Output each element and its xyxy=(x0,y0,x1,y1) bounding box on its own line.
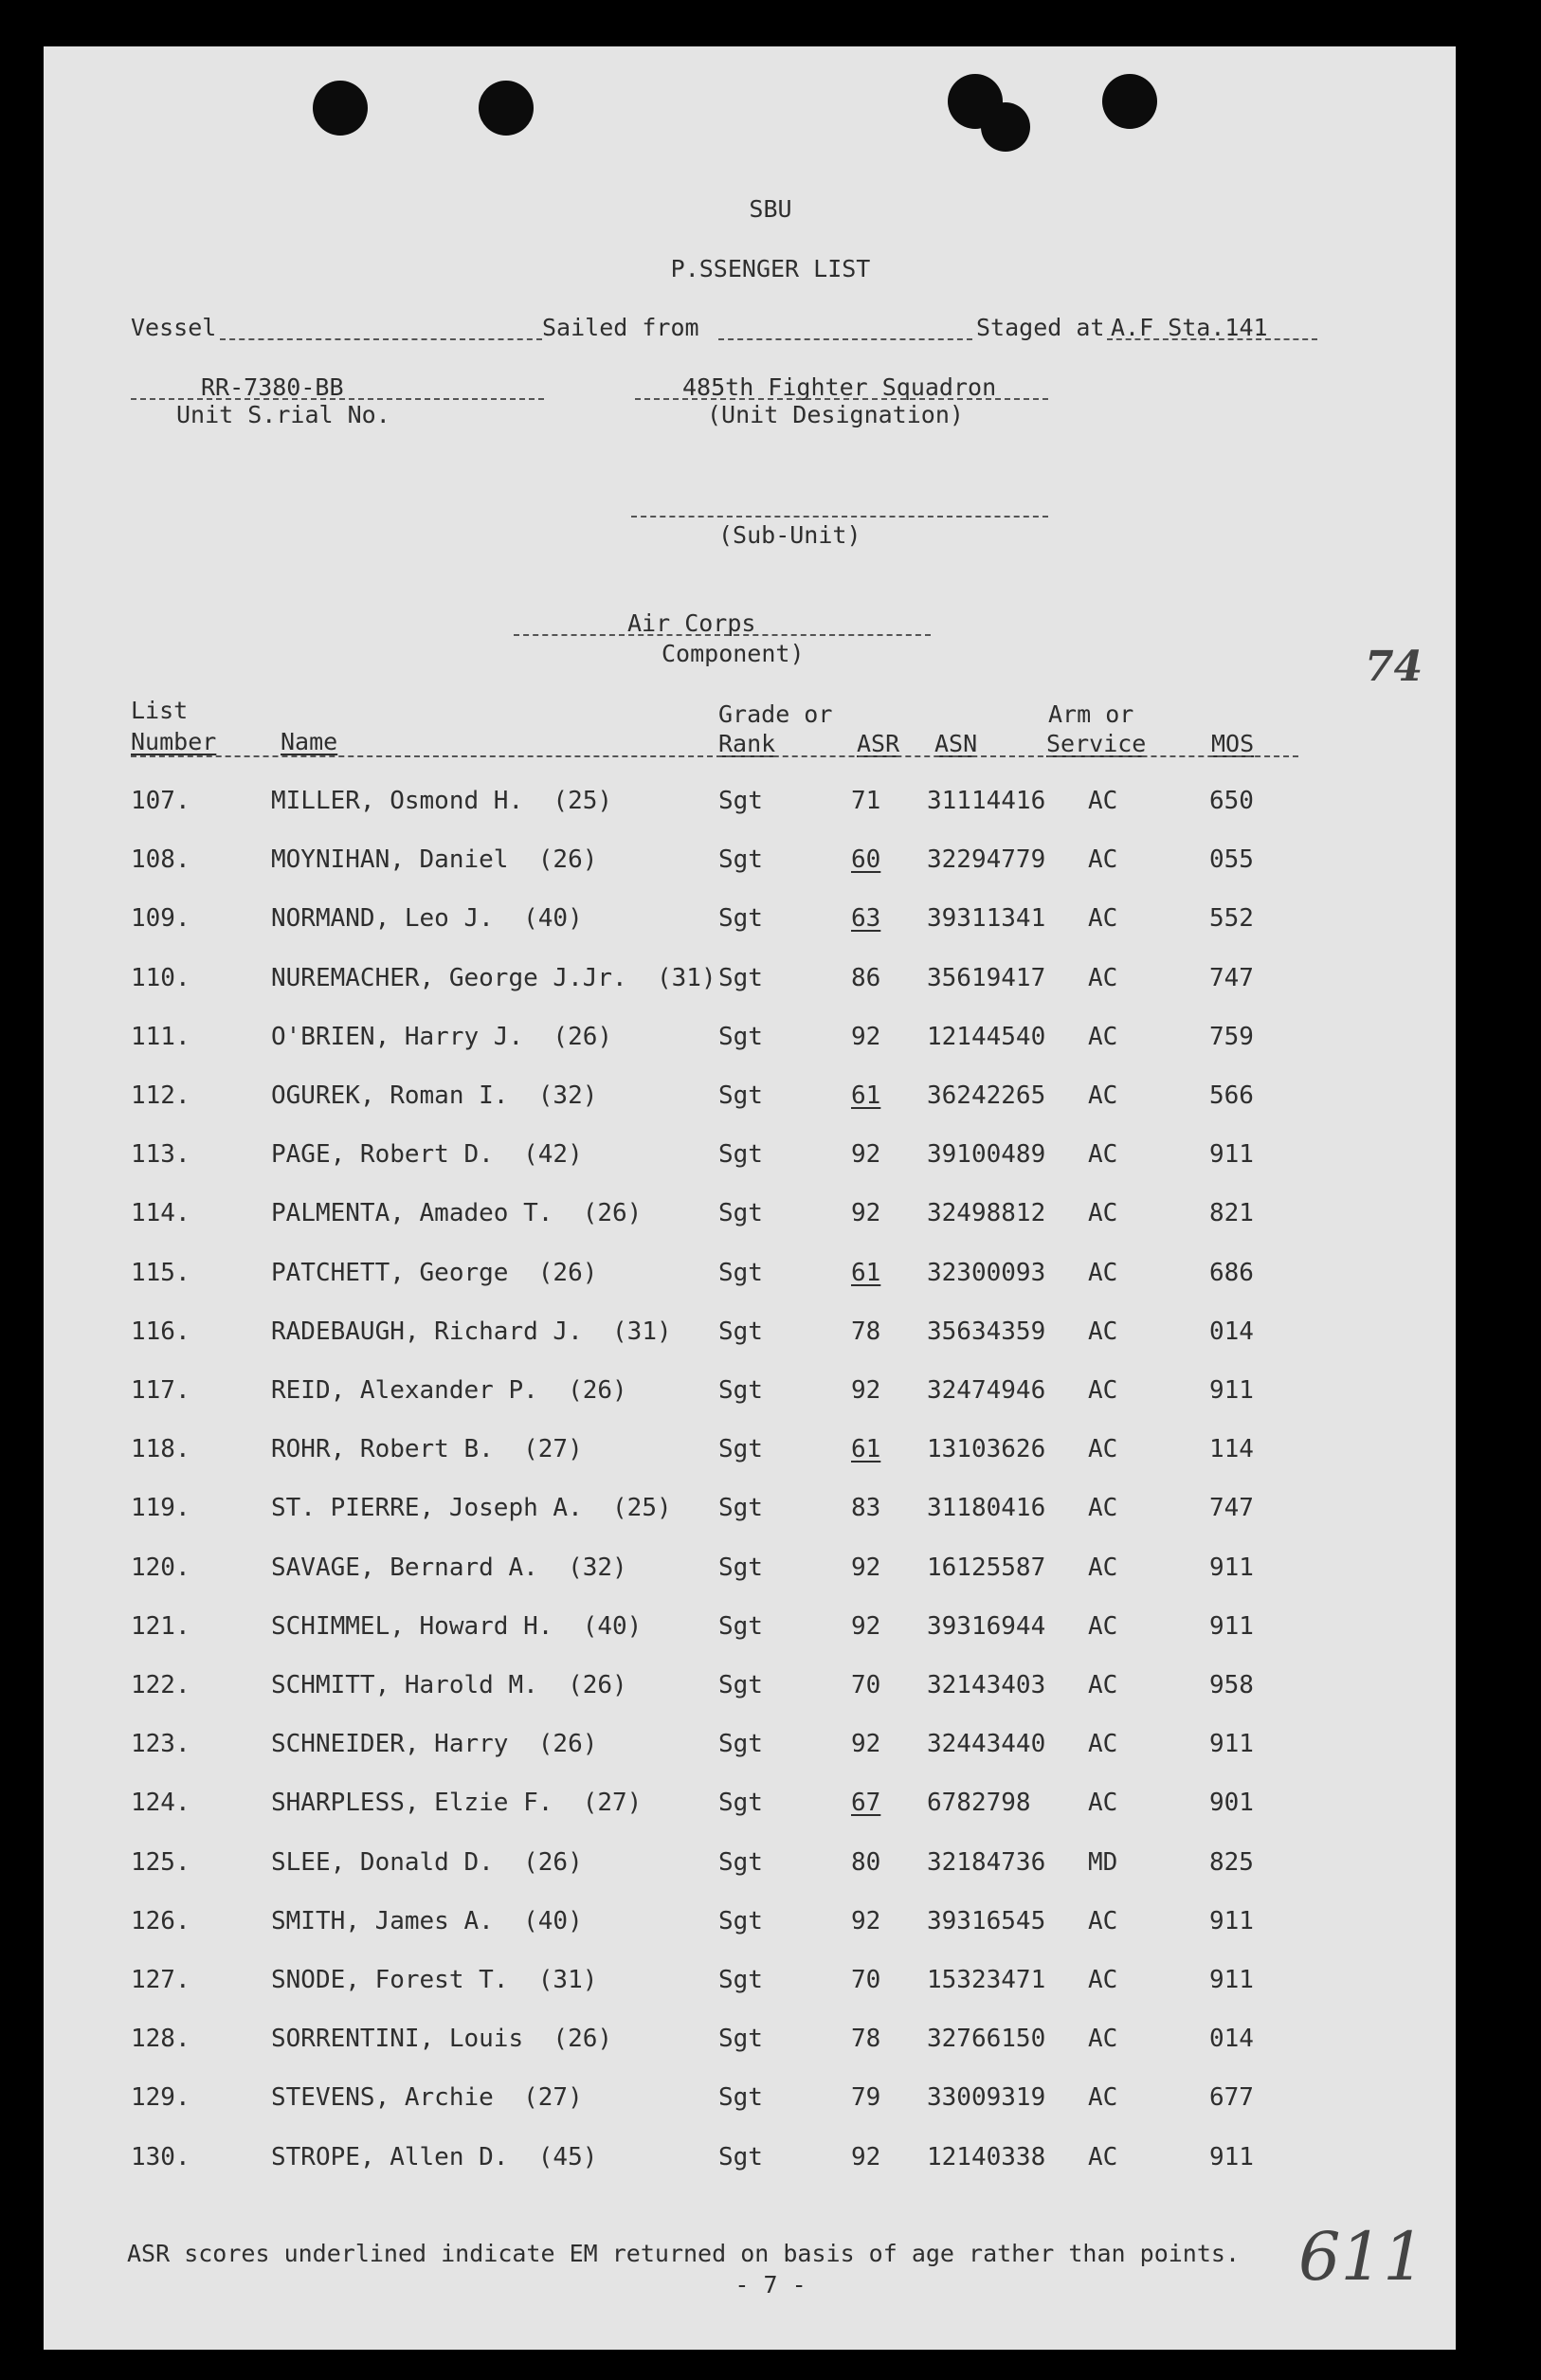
unit-serial-field xyxy=(131,398,544,400)
row-list-number: 112. xyxy=(131,1081,190,1110)
row-rank: Sgt xyxy=(718,904,763,934)
table-row xyxy=(0,1673,1541,1711)
row-arm: AC xyxy=(1088,1906,1118,1935)
footnote: ASR scores underlined indicate EM returned on basis of age rather than points. xyxy=(127,2240,1240,2267)
row-list-number: 128. xyxy=(131,2025,190,2054)
row-arm: AC xyxy=(1088,1022,1118,1051)
row-mos: 911 xyxy=(1209,1376,1254,1405)
table-row xyxy=(0,1790,1541,1828)
row-arm: AC xyxy=(1088,904,1118,934)
row-rank: Sgt xyxy=(718,787,763,815)
row-name: RADEBAUGH, Richard J. (31) xyxy=(271,1317,672,1346)
row-asn: 12144540 xyxy=(927,1022,1046,1051)
table-row xyxy=(0,2026,1541,2064)
row-rank: Sgt xyxy=(718,1671,763,1699)
table-row xyxy=(0,1378,1541,1416)
row-name: SNODE, Forest T. (31) xyxy=(271,1966,598,1994)
table-row xyxy=(0,1201,1541,1239)
row-name: ST. PIERRE, Joseph A. (25) xyxy=(271,1494,672,1523)
row-rank: Sgt xyxy=(718,2083,763,2113)
row-name: STEVENS, Archie (27) xyxy=(271,2083,583,2113)
row-list-number: 107. xyxy=(131,787,190,815)
col-asr: ASR xyxy=(857,730,900,757)
row-arm: AC xyxy=(1088,1789,1118,1818)
row-asn: 32766150 xyxy=(927,2025,1046,2054)
row-asn: 31114416 xyxy=(927,787,1046,815)
col-grade-top: Grade or xyxy=(718,700,833,728)
row-rank: Sgt xyxy=(718,2025,763,2054)
row-rank: Sgt xyxy=(718,1553,763,1582)
row-asr: 92 xyxy=(851,1611,881,1641)
component-field xyxy=(514,634,931,636)
row-asn: 32184736 xyxy=(927,1847,1046,1877)
row-asr: 92 xyxy=(851,1553,881,1582)
table-row xyxy=(0,1142,1541,1180)
row-asn: 32474946 xyxy=(927,1376,1046,1405)
row-arm: AC xyxy=(1088,1966,1118,1994)
row-name: SHARPLESS, Elzie F. (27) xyxy=(271,1789,643,1818)
row-arm: AC xyxy=(1088,787,1118,815)
col-asn: ASN xyxy=(934,730,978,757)
row-arm: AC xyxy=(1088,2142,1118,2171)
punch-hole xyxy=(313,81,368,136)
row-name: NUREMACHER, George J.Jr. (31) xyxy=(271,963,716,992)
row-asn: 12140338 xyxy=(927,2142,1046,2171)
row-name: SLEE, Donald D. (26) xyxy=(271,1847,583,1877)
row-rank: Sgt xyxy=(718,1140,763,1170)
table-row xyxy=(0,789,1541,827)
row-list-number: 123. xyxy=(131,1730,190,1759)
row-rank: Sgt xyxy=(718,1081,763,1110)
row-list-number: 113. xyxy=(131,1140,190,1170)
row-name: REID, Alexander P. (26) xyxy=(271,1376,627,1405)
row-mos: 747 xyxy=(1209,1494,1254,1523)
row-mos: 566 xyxy=(1209,1081,1254,1110)
row-asn: 32294779 xyxy=(927,845,1046,875)
row-arm: AC xyxy=(1088,1553,1118,1582)
row-arm: AC xyxy=(1088,1611,1118,1641)
row-asr: 61 xyxy=(851,1081,881,1110)
row-asr: 63 xyxy=(851,904,881,934)
row-mos: 650 xyxy=(1209,787,1254,815)
row-asr: 60 xyxy=(851,845,881,875)
sailed-from-field xyxy=(718,338,972,340)
row-mos: 747 xyxy=(1209,963,1254,992)
row-mos: 911 xyxy=(1209,2142,1254,2171)
row-asn: 15323471 xyxy=(927,1966,1046,1994)
header-rule xyxy=(131,755,1298,757)
table-row xyxy=(0,906,1541,944)
table-row xyxy=(0,963,1541,1004)
row-mos: 759 xyxy=(1209,1022,1254,1051)
row-list-number: 127. xyxy=(131,1966,190,1994)
row-rank: Sgt xyxy=(718,1022,763,1051)
row-mos: 686 xyxy=(1209,1258,1254,1287)
row-arm: AC xyxy=(1088,2083,1118,2113)
row-asn: 39311341 xyxy=(927,904,1046,934)
row-asr: 92 xyxy=(851,1376,881,1405)
row-asr: 86 xyxy=(851,963,881,992)
row-list-number: 124. xyxy=(131,1789,190,1818)
row-asn: 35634359 xyxy=(927,1317,1046,1346)
row-name: PAGE, Robert D. (42) xyxy=(271,1140,583,1170)
col-list-top: List xyxy=(131,697,189,724)
row-mos: 055 xyxy=(1209,845,1254,875)
vessel-field xyxy=(220,338,542,340)
row-list-number: 130. xyxy=(131,2142,190,2171)
row-mos: 911 xyxy=(1209,1140,1254,1170)
row-list-number: 111. xyxy=(131,1022,190,1051)
row-asn: 39100489 xyxy=(927,1140,1046,1170)
row-rank: Sgt xyxy=(718,1847,763,1877)
table-row xyxy=(0,1732,1541,1770)
row-asr: 78 xyxy=(851,2025,881,2054)
punch-hole xyxy=(479,81,534,136)
table-row xyxy=(0,1437,1541,1475)
col-arm-service: Service xyxy=(1046,730,1147,757)
row-arm: AC xyxy=(1088,1317,1118,1346)
row-name: SMITH, James A. (40) xyxy=(271,1906,583,1935)
row-list-number: 116. xyxy=(131,1317,190,1346)
row-rank: Sgt xyxy=(718,2142,763,2171)
sub-unit-field xyxy=(631,516,1048,518)
row-arm: AC xyxy=(1088,1376,1118,1405)
row-name: PATCHETT, George (26) xyxy=(271,1258,598,1287)
row-list-number: 110. xyxy=(131,963,190,992)
table-row xyxy=(0,1968,1541,2006)
sub-unit-label: (Sub-Unit) xyxy=(718,521,861,549)
unit-serial-label: Unit S.rial No. xyxy=(176,401,390,428)
row-name: SCHMITT, Harold M. (26) xyxy=(271,1671,627,1699)
row-rank: Sgt xyxy=(718,1789,763,1818)
row-list-number: 126. xyxy=(131,1906,190,1935)
row-arm: AC xyxy=(1088,1140,1118,1170)
row-name: SCHNEIDER, Harry (26) xyxy=(271,1730,598,1759)
row-arm: AC xyxy=(1088,963,1118,992)
row-asn: 39316545 xyxy=(927,1906,1046,1935)
row-asr: 70 xyxy=(851,1671,881,1699)
table-row xyxy=(0,1555,1541,1593)
row-list-number: 121. xyxy=(131,1611,190,1641)
row-asr: 92 xyxy=(851,1022,881,1051)
unit-designation-label: (Unit Designation) xyxy=(707,401,964,428)
row-asn: 13103626 xyxy=(927,1435,1046,1464)
row-mos: 014 xyxy=(1209,2025,1254,2054)
row-arm: AC xyxy=(1088,1730,1118,1759)
row-asn: 39316944 xyxy=(927,1611,1046,1641)
row-asr: 61 xyxy=(851,1435,881,1464)
row-name: OGUREK, Roman I. (32) xyxy=(271,1081,598,1110)
table-row xyxy=(0,1496,1541,1534)
staged-at-field xyxy=(1107,338,1317,340)
row-asr: 71 xyxy=(851,787,881,815)
page-number: - 7 - xyxy=(734,2271,807,2298)
row-list-number: 114. xyxy=(131,1199,190,1228)
row-arm: AC xyxy=(1088,1081,1118,1110)
component-label: Component) xyxy=(662,640,805,667)
row-list-number: 120. xyxy=(131,1553,190,1582)
col-grade-rank: Rank xyxy=(718,730,776,757)
row-mos: 911 xyxy=(1209,1906,1254,1935)
row-asn: 32143403 xyxy=(927,1671,1046,1699)
col-mos: MOS xyxy=(1211,730,1255,757)
row-mos: 677 xyxy=(1209,2083,1254,2113)
row-asr: 92 xyxy=(851,2142,881,2171)
row-name: PALMENTA, Amadeo T. (26) xyxy=(271,1199,643,1228)
row-asr: 92 xyxy=(851,1199,881,1228)
row-asn: 32498812 xyxy=(927,1199,1046,1228)
document-title: P.SSENGER LIST xyxy=(670,255,871,282)
table-row xyxy=(0,1847,1541,1888)
row-name: MOYNIHAN, Daniel (26) xyxy=(271,845,598,875)
row-arm: AC xyxy=(1088,1435,1118,1464)
row-mos: 911 xyxy=(1209,1966,1254,1994)
table-row xyxy=(0,1258,1541,1299)
table-row xyxy=(0,2142,1541,2183)
row-mos: 958 xyxy=(1209,1671,1254,1699)
punch-hole xyxy=(981,102,1030,152)
row-name: O'BRIEN, Harry J. (26) xyxy=(271,1022,613,1051)
row-mos: 114 xyxy=(1209,1435,1254,1464)
row-rank: Sgt xyxy=(718,1376,763,1405)
row-asr: 67 xyxy=(851,1789,881,1818)
row-rank: Sgt xyxy=(718,845,763,875)
row-asn: 33009319 xyxy=(927,2083,1046,2113)
row-arm: AC xyxy=(1088,1199,1118,1228)
document-code: SBU xyxy=(749,195,792,223)
col-arm-top: Arm or xyxy=(1048,700,1134,728)
vessel-label: Vessel xyxy=(131,314,217,341)
row-list-number: 108. xyxy=(131,845,190,875)
row-rank: Sgt xyxy=(718,1611,763,1641)
row-mos: 014 xyxy=(1209,1317,1254,1346)
row-rank: Sgt xyxy=(718,1494,763,1523)
row-rank: Sgt xyxy=(718,1317,763,1346)
table-row xyxy=(0,1022,1541,1063)
row-asr: 70 xyxy=(851,1966,881,1994)
row-asr: 83 xyxy=(851,1494,881,1523)
row-asn: 32300093 xyxy=(927,1258,1046,1287)
row-asn: 32443440 xyxy=(927,1730,1046,1759)
row-rank: Sgt xyxy=(718,1435,763,1464)
row-asn: 16125587 xyxy=(927,1553,1046,1582)
unit-serial-value: RR-7380-BB xyxy=(201,373,344,401)
row-name: SAVAGE, Bernard A. (32) xyxy=(271,1553,627,1582)
row-asr: 80 xyxy=(851,1847,881,1877)
row-name: ROHR, Robert B. (27) xyxy=(271,1435,583,1464)
row-name: MILLER, Osmond H. (25) xyxy=(271,787,613,815)
row-list-number: 129. xyxy=(131,2083,190,2113)
row-rank: Sgt xyxy=(718,1966,763,1994)
table-row xyxy=(0,1611,1541,1652)
table-row xyxy=(0,1319,1541,1357)
row-asr: 92 xyxy=(851,1730,881,1759)
col-list-number: Number xyxy=(131,728,217,755)
row-asr: 79 xyxy=(851,2083,881,2113)
table-row xyxy=(0,1083,1541,1121)
row-name: NORMAND, Leo J. (40) xyxy=(271,904,583,934)
row-arm: AC xyxy=(1088,845,1118,875)
row-asn: 6782798 xyxy=(927,1789,1031,1818)
row-mos: 911 xyxy=(1209,1553,1254,1582)
row-name: STROPE, Allen D. (45) xyxy=(271,2142,598,2171)
row-asr: 92 xyxy=(851,1906,881,1935)
row-list-number: 118. xyxy=(131,1435,190,1464)
unit-designation-field xyxy=(635,398,1048,400)
staged-at-value: A.F Sta.141 xyxy=(1111,314,1268,341)
row-mos: 911 xyxy=(1209,1730,1254,1759)
row-name: SCHIMMEL, Howard H. (40) xyxy=(271,1611,643,1641)
row-list-number: 109. xyxy=(131,904,190,934)
row-rank: Sgt xyxy=(718,963,763,992)
handwritten-page-mark: 74 xyxy=(1365,643,1423,691)
unit-designation-value: 485th Fighter Squadron xyxy=(682,373,997,401)
col-name: Name xyxy=(281,728,338,755)
row-asr: 61 xyxy=(851,1258,881,1287)
row-list-number: 122. xyxy=(131,1671,190,1699)
row-mos: 911 xyxy=(1209,1611,1254,1641)
row-asr: 92 xyxy=(851,1140,881,1170)
table-row xyxy=(0,1906,1541,1947)
row-rank: Sgt xyxy=(718,1199,763,1228)
row-list-number: 115. xyxy=(131,1258,190,1287)
component-value: Air Corps xyxy=(627,609,756,637)
row-arm: AC xyxy=(1088,2025,1118,2054)
row-asn: 31180416 xyxy=(927,1494,1046,1523)
row-asn: 36242265 xyxy=(927,1081,1046,1110)
row-arm: MD xyxy=(1088,1847,1118,1877)
row-rank: Sgt xyxy=(718,1258,763,1287)
row-arm: AC xyxy=(1088,1258,1118,1287)
row-arm: AC xyxy=(1088,1494,1118,1523)
table-row xyxy=(0,847,1541,885)
row-rank: Sgt xyxy=(718,1730,763,1759)
sailed-from-label: Sailed from xyxy=(542,314,699,341)
row-asn: 35619417 xyxy=(927,963,1046,992)
table-row xyxy=(0,2085,1541,2123)
row-list-number: 117. xyxy=(131,1376,190,1405)
row-asr: 78 xyxy=(851,1317,881,1346)
row-list-number: 119. xyxy=(131,1494,190,1523)
row-arm: AC xyxy=(1088,1671,1118,1699)
row-rank: Sgt xyxy=(718,1906,763,1935)
row-name: SORRENTINI, Louis (26) xyxy=(271,2025,613,2054)
row-mos: 821 xyxy=(1209,1199,1254,1228)
row-list-number: 125. xyxy=(131,1847,190,1877)
staged-at-label: Staged at xyxy=(976,314,1105,341)
row-mos: 825 xyxy=(1209,1847,1254,1877)
punch-hole xyxy=(1102,74,1157,129)
handwritten-annotation: 611 xyxy=(1298,2218,1425,2296)
row-mos: 552 xyxy=(1209,904,1254,934)
row-mos: 901 xyxy=(1209,1789,1254,1818)
